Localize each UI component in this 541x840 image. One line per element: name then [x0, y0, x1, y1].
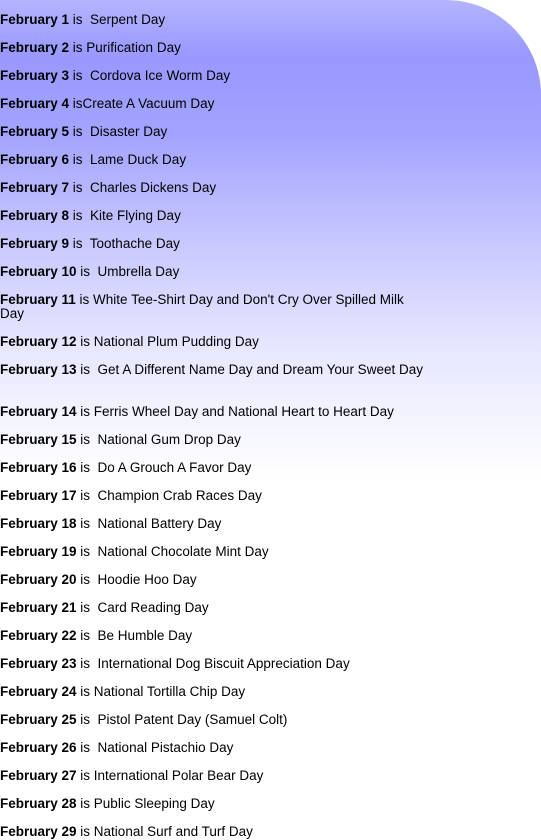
list-item [0, 125, 428, 139]
entry-text: is Toothache Day [69, 236, 180, 251]
entry-date: February 10 [0, 264, 77, 279]
entry-text: is National Battery Day [76, 516, 222, 531]
list-item [0, 41, 428, 55]
entry-date: February 12 [0, 334, 77, 349]
entry-date: February 21 [0, 600, 77, 615]
list-item [0, 209, 428, 223]
entry-text: is Champion Crab Races Day [76, 488, 262, 503]
list-item [0, 685, 428, 699]
entry-date: February 4 [0, 96, 70, 111]
list-item [0, 517, 428, 531]
entry-date: February 22 [0, 628, 77, 643]
entry-date: February 24 [0, 684, 77, 699]
entry-date: February 25 [0, 712, 77, 727]
list-item [0, 489, 428, 503]
entry-text: is Charles Dickens Day [69, 180, 217, 195]
entry-date: February 13 [0, 362, 77, 377]
entry-text: is International Polar Bear Day [76, 768, 264, 783]
entry-text: is Cordova Ice Worm Day [69, 68, 231, 83]
entry-text: isCreate A Vacuum Day [69, 96, 215, 111]
entry-date: February 23 [0, 656, 77, 671]
entry-date: February 17 [0, 488, 77, 503]
entry-text: is Umbrella Day [76, 264, 180, 279]
entry-date: February 3 [0, 68, 70, 83]
list-item [0, 363, 428, 377]
entry-date: February 14 [0, 404, 77, 419]
entry-text: is White Tee-Shirt Day and Don't Cry Over Spilled Milk Day [0, 292, 408, 321]
entry-text: is Get A Different Name Day and Dream Your Sweet Day [76, 362, 423, 377]
entry-date: February 1 [0, 12, 70, 27]
list-item [0, 461, 428, 475]
entry-text: is National Plum Pudding Day [76, 334, 259, 349]
list-item [0, 181, 428, 195]
entry-date: February 8 [0, 208, 70, 223]
entry-date: February 19 [0, 544, 77, 559]
entry-date: February 29 [0, 824, 77, 839]
list-item [0, 713, 428, 727]
entry-date: February 15 [0, 432, 77, 447]
entry-date: February 26 [0, 740, 77, 755]
list-item [0, 545, 428, 559]
list-item [0, 797, 428, 811]
list-item [0, 13, 428, 27]
entry-date: February 6 [0, 152, 70, 167]
entry-date: February 28 [0, 796, 77, 811]
entry-text: is Lame Duck Day [69, 152, 187, 167]
entry-date: February 16 [0, 460, 77, 475]
entry-text: is Purification Day [69, 40, 181, 55]
entry-text: is International Dog Biscuit Appreciation Day [76, 656, 350, 671]
entry-text: is Pistol Patent Day (Samuel Colt) [76, 712, 288, 727]
entry-text: is Card Reading Day [76, 600, 209, 615]
list-item [0, 825, 428, 839]
entry-text: is Ferris Wheel Day and National Heart to Heart Day [76, 404, 394, 419]
list-item [0, 265, 428, 279]
entry-text: is National Pistachio Day [76, 740, 234, 755]
entry-text: is Hoodie Hoo Day [76, 572, 197, 587]
list-item [0, 657, 428, 671]
entry-date: February 9 [0, 236, 70, 251]
entry-date: February 27 [0, 768, 77, 783]
entry-text: is Kite Flying Day [69, 208, 181, 223]
list-item [0, 405, 428, 419]
list-item [0, 237, 428, 251]
list-item [0, 335, 428, 349]
entry-text: is Be Humble Day [76, 628, 193, 643]
list-item [0, 97, 428, 111]
entry-text: is National Gum Drop Day [76, 432, 241, 447]
list-item [0, 741, 428, 755]
entry-text: is Serpent Day [69, 12, 166, 27]
list-item [0, 293, 428, 321]
list-item [0, 573, 428, 587]
entry-date: February 7 [0, 180, 70, 195]
list-item [0, 69, 428, 83]
entry-text: is National Chocolate Mint Day [76, 544, 269, 559]
list-item [0, 769, 428, 783]
entry-text: is National Surf and Turf Day [76, 824, 253, 839]
list-item [0, 601, 428, 615]
list-item [0, 153, 428, 167]
entry-text: is Disaster Day [69, 124, 168, 139]
entry-date: February 11 [0, 292, 76, 307]
entry-date: February 2 [0, 40, 70, 55]
entry-text: is National Tortilla Chip Day [76, 684, 246, 699]
entry-text: is Do A Grouch A Favor Day [76, 460, 252, 475]
list-item [0, 433, 428, 447]
entry-date: February 5 [0, 124, 70, 139]
entry-date: February 20 [0, 572, 77, 587]
entry-text: is Public Sleeping Day [76, 796, 215, 811]
list-item [0, 629, 428, 643]
entry-date: February 18 [0, 516, 77, 531]
